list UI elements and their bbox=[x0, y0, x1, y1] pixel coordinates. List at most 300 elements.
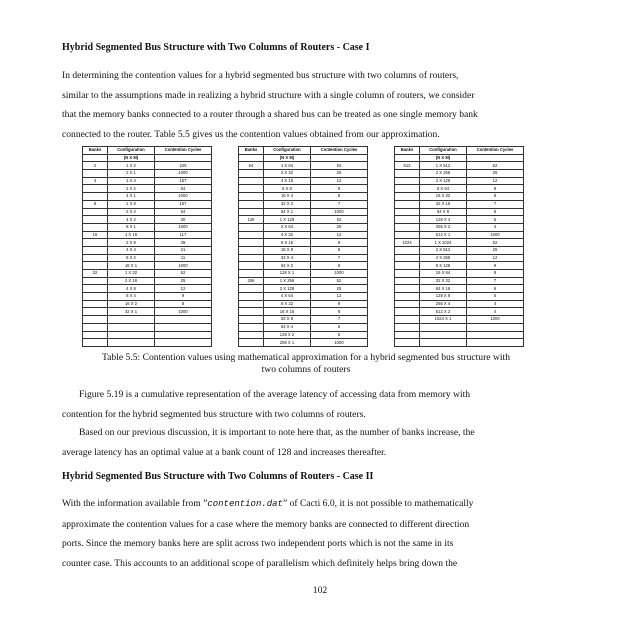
table-cell: 16 X 4 bbox=[264, 193, 311, 201]
table-cell: 64 X 2 bbox=[264, 262, 311, 270]
table-cell: 1024 X 1 bbox=[420, 316, 467, 324]
table-cell: 64 X 4 bbox=[264, 323, 311, 331]
table-cell: 1000 bbox=[155, 308, 212, 316]
table-row bbox=[83, 300, 212, 308]
table-cell bbox=[155, 339, 212, 347]
subheader-cell: (N X M) bbox=[264, 154, 311, 162]
table-cell bbox=[155, 323, 212, 331]
table-subheader-row bbox=[239, 154, 368, 162]
table-row bbox=[395, 300, 524, 308]
column-header: Banks bbox=[83, 147, 108, 155]
table-cell bbox=[395, 254, 420, 262]
subheader-cell bbox=[83, 154, 108, 162]
table-row bbox=[239, 200, 368, 208]
table-cell: 52 bbox=[155, 270, 212, 278]
table-cell bbox=[395, 331, 420, 339]
table-cell: 2 bbox=[83, 162, 108, 170]
table-cell bbox=[83, 239, 108, 247]
table-cell bbox=[108, 316, 155, 324]
table-cell: 9 bbox=[311, 300, 368, 308]
table-row bbox=[395, 285, 524, 293]
text-segment: With the information available from ” bbox=[62, 498, 208, 509]
table-cell: 52 bbox=[311, 277, 368, 285]
text-line: Figure 5.19 is a cumulative representation of the average latency of accessing data from memory with bbox=[79, 389, 471, 400]
table-cell bbox=[83, 277, 108, 285]
table-cell bbox=[239, 239, 264, 247]
section-heading-case-1: Hybrid Segmented Bus Structure with Two Columns of Routers - Case I bbox=[62, 42, 370, 53]
table-cell: 1 X 4 bbox=[108, 177, 155, 185]
table-cell: 32 X 2 bbox=[264, 200, 311, 208]
table-row bbox=[83, 223, 212, 231]
table-cell: 16 bbox=[83, 231, 108, 239]
table-row bbox=[395, 177, 524, 185]
table-cell: 128 X 2 bbox=[264, 331, 311, 339]
table-row bbox=[239, 262, 368, 270]
text-line: similar to the assumptions made in realizing a hybrid structure with a single column of routers, we consider bbox=[62, 89, 475, 101]
table-caption bbox=[62, 352, 550, 376]
table-cell bbox=[395, 246, 420, 254]
paragraph-figure-ref bbox=[62, 385, 550, 424]
paragraph-discussion bbox=[62, 423, 550, 462]
table-cell bbox=[395, 231, 420, 239]
table-cell: 21 bbox=[155, 246, 212, 254]
table-cell: 128 bbox=[239, 216, 264, 224]
table-cell: 157 bbox=[155, 177, 212, 185]
table-cell: 2 X 256 bbox=[420, 170, 467, 178]
table-cell: 1 X 8 bbox=[108, 200, 155, 208]
table-subheader-row bbox=[83, 154, 212, 162]
table-cell: 7 bbox=[467, 200, 524, 208]
table-cell bbox=[395, 277, 420, 285]
table-cell bbox=[395, 223, 420, 231]
table-row bbox=[239, 308, 368, 316]
table-cell bbox=[239, 177, 264, 185]
table-cell: 64 X 16 bbox=[420, 285, 467, 293]
table-cell: 2 X 128 bbox=[264, 285, 311, 293]
table-cell bbox=[395, 323, 420, 331]
subheader-cell bbox=[239, 154, 264, 162]
table-cell bbox=[420, 331, 467, 339]
table-cell bbox=[83, 339, 108, 347]
table-row bbox=[239, 231, 368, 239]
text-line: approximate the contention values for a case where the memory banks are connected to different direction bbox=[62, 518, 470, 530]
table-cell bbox=[155, 316, 212, 324]
table-cell: 512 bbox=[395, 162, 420, 170]
paragraph-case-2 bbox=[62, 494, 550, 573]
table-cell bbox=[108, 339, 155, 347]
table-cell bbox=[239, 270, 264, 278]
table-row bbox=[239, 285, 368, 293]
table-cell: 2 X 32 bbox=[264, 170, 311, 178]
text-line: that the memory banks connected to a router through a shared bus can be treated as one single memory bank bbox=[62, 109, 478, 121]
table-cell bbox=[395, 270, 420, 278]
table-cell: 4 bbox=[83, 177, 108, 185]
table-cell: 9 bbox=[155, 293, 212, 301]
table-row bbox=[83, 185, 212, 193]
subheader-cell bbox=[155, 154, 212, 162]
table-cell bbox=[239, 300, 264, 308]
table-cell: 25 bbox=[467, 170, 524, 178]
table-cell: 2 X 2 bbox=[108, 185, 155, 193]
table-cell: 9 bbox=[467, 185, 524, 193]
table-cell bbox=[395, 293, 420, 301]
contention-table-3 bbox=[394, 146, 524, 347]
table-cell bbox=[83, 262, 108, 270]
table-cell bbox=[395, 308, 420, 316]
table-row bbox=[83, 162, 212, 170]
column-header: Configuration bbox=[420, 147, 467, 155]
table-cell: 32 X 1 bbox=[108, 308, 155, 316]
table-cell bbox=[83, 300, 108, 308]
table-cell bbox=[239, 170, 264, 178]
table-row bbox=[83, 177, 212, 185]
table-row bbox=[395, 200, 524, 208]
subheader-cell bbox=[311, 154, 368, 162]
table-cell: 256 bbox=[239, 277, 264, 285]
table-cell: 8 bbox=[155, 300, 212, 308]
column-header: Contention Cycles bbox=[155, 147, 212, 155]
table-cell: 16 X 2 bbox=[108, 300, 155, 308]
table-row bbox=[395, 223, 524, 231]
table-row bbox=[83, 277, 212, 285]
table-cell: 4 bbox=[467, 308, 524, 316]
table-cell bbox=[239, 331, 264, 339]
table-row bbox=[83, 254, 212, 262]
subheader-cell bbox=[467, 154, 524, 162]
table-cell: 54 bbox=[155, 208, 212, 216]
table-cell: 16 X 16 bbox=[264, 308, 311, 316]
table-cell: 8 bbox=[467, 270, 524, 278]
table-cell bbox=[83, 293, 108, 301]
table-row bbox=[395, 262, 524, 270]
table-row bbox=[239, 162, 368, 170]
table-cell: 5 bbox=[467, 216, 524, 224]
table-cell: 12 bbox=[467, 254, 524, 262]
filename-code: contention.dat bbox=[207, 499, 283, 509]
table-cell: 1000 bbox=[155, 262, 212, 270]
table-cell: 11 bbox=[155, 254, 212, 262]
table-row bbox=[395, 193, 524, 201]
table-cell: 5 bbox=[311, 331, 368, 339]
table-cell: 1000 bbox=[155, 170, 212, 178]
table-cell bbox=[239, 316, 264, 324]
table-cell: 157 bbox=[155, 200, 212, 208]
table-cell: 2 X 8 bbox=[108, 239, 155, 247]
table-cell bbox=[395, 316, 420, 324]
table-cell: 4 X 4 bbox=[108, 246, 155, 254]
table-row bbox=[83, 200, 212, 208]
table-row bbox=[239, 277, 368, 285]
table-cell: 8 bbox=[83, 200, 108, 208]
text-line: counter case. This accounts to an additional scope of parallelism which definitely helps bring down the bbox=[62, 557, 458, 569]
table-cell: 8 X 16 bbox=[264, 239, 311, 247]
table-cell: 32 X 32 bbox=[420, 277, 467, 285]
table-cell: 16 X 32 bbox=[420, 193, 467, 201]
table-cell bbox=[239, 293, 264, 301]
table-cell: 8 X 64 bbox=[420, 185, 467, 193]
table-cell: 8 bbox=[311, 308, 368, 316]
table-cell: 12 bbox=[311, 177, 368, 185]
column-header: Banks bbox=[239, 147, 264, 155]
table-cell bbox=[83, 216, 108, 224]
table-row bbox=[395, 270, 524, 278]
table-cell bbox=[420, 323, 467, 331]
table-cell: 1 X 32 bbox=[108, 270, 155, 278]
table-cell bbox=[108, 323, 155, 331]
table-row bbox=[395, 308, 524, 316]
table-cell bbox=[83, 223, 108, 231]
table-cell: 512 X 1 bbox=[420, 231, 467, 239]
table-cell bbox=[239, 339, 264, 347]
table-row bbox=[395, 293, 524, 301]
table-cell bbox=[239, 223, 264, 231]
table-cell: 1 X 16 bbox=[108, 231, 155, 239]
text-line: Based on our previous discussion, it is important to note here that, as the number of banks increase, the bbox=[79, 427, 475, 438]
table-cell bbox=[239, 246, 264, 254]
column-header: Banks bbox=[395, 147, 420, 155]
table-cell: 1000 bbox=[311, 270, 368, 278]
table-cell bbox=[420, 339, 467, 347]
subheader-cell: (N X M) bbox=[108, 154, 155, 162]
subheader-cell bbox=[395, 154, 420, 162]
table-cell bbox=[239, 193, 264, 201]
table-cell: 1 X 1024 bbox=[420, 239, 467, 247]
table-row bbox=[83, 270, 212, 278]
table-row bbox=[83, 231, 212, 239]
table-cell: 225 bbox=[155, 162, 212, 170]
table-cell: 32 X 16 bbox=[420, 200, 467, 208]
table-row bbox=[239, 208, 368, 216]
table-cell: 4 X 2 bbox=[108, 216, 155, 224]
table-cell: 25 bbox=[311, 285, 368, 293]
table-cell: 2 X 4 bbox=[108, 208, 155, 216]
table-cell bbox=[239, 208, 264, 216]
table-cell: 64 X 1 bbox=[264, 208, 311, 216]
table-row bbox=[395, 331, 524, 339]
table-cell: 1000 bbox=[311, 339, 368, 347]
table-cell: 16 X 1 bbox=[108, 262, 155, 270]
table-cell: 1 X 64 bbox=[264, 162, 311, 170]
table-row bbox=[83, 308, 212, 316]
text-line bbox=[62, 494, 550, 515]
table-cell: 9 bbox=[467, 262, 524, 270]
table-cell: 64 X 8 bbox=[420, 208, 467, 216]
table-cell: 256 X 4 bbox=[420, 300, 467, 308]
table-cell: 12 bbox=[311, 231, 368, 239]
text-line: ports. Since the memory banks here are split across two independent ports which is not the same in its bbox=[62, 538, 454, 550]
caption-line: two columns of routers bbox=[261, 364, 351, 375]
table-row bbox=[395, 323, 524, 331]
table-row bbox=[83, 208, 212, 216]
table-cell: 52 bbox=[311, 162, 368, 170]
table-cell: 4 X 1 bbox=[108, 193, 155, 201]
table-cell: 52 bbox=[311, 216, 368, 224]
column-header: Contention Cycles bbox=[467, 147, 524, 155]
table-row bbox=[239, 239, 368, 247]
column-header: Contention Cycles bbox=[311, 147, 368, 155]
table-row bbox=[239, 300, 368, 308]
table-cell bbox=[395, 216, 420, 224]
table-cell: 8 bbox=[311, 246, 368, 254]
table-row bbox=[239, 331, 368, 339]
table-row bbox=[239, 193, 368, 201]
table-cell bbox=[239, 231, 264, 239]
table-cell bbox=[395, 339, 420, 347]
table-row bbox=[239, 246, 368, 254]
table-cell: 30 bbox=[155, 216, 212, 224]
table-cell bbox=[239, 308, 264, 316]
table-cell bbox=[83, 185, 108, 193]
table-cell bbox=[239, 254, 264, 262]
table-row bbox=[395, 239, 524, 247]
table-cell: 1000 bbox=[311, 208, 368, 216]
table-row bbox=[239, 177, 368, 185]
paragraph-intro bbox=[62, 66, 550, 144]
table-cell: 8 X 128 bbox=[420, 262, 467, 270]
table-row bbox=[395, 254, 524, 262]
table-cell: 256 X 2 bbox=[420, 223, 467, 231]
table-cell: 8 X 1 bbox=[108, 223, 155, 231]
subheader-cell: (N X M) bbox=[420, 154, 467, 162]
table-cell: 16 X 8 bbox=[264, 246, 311, 254]
table-row bbox=[395, 231, 524, 239]
table-cell: 4 X 256 bbox=[420, 254, 467, 262]
table-cell: 117 bbox=[155, 231, 212, 239]
table-cell: 8 bbox=[311, 193, 368, 201]
contention-table-1 bbox=[82, 146, 212, 347]
table-cell: 5 bbox=[467, 293, 524, 301]
table-cell: 512 X 2 bbox=[420, 308, 467, 316]
table-cell: 25 bbox=[155, 277, 212, 285]
table-cell bbox=[83, 331, 108, 339]
table-subheader-row bbox=[395, 154, 524, 162]
table-cell: 7 bbox=[311, 200, 368, 208]
table-cell: 7 bbox=[311, 316, 368, 324]
table-cell: 4 X 32 bbox=[264, 231, 311, 239]
table-row bbox=[239, 216, 368, 224]
table-row bbox=[395, 246, 524, 254]
table-cell: 6 bbox=[467, 208, 524, 216]
table-cell: 7 bbox=[311, 254, 368, 262]
table-cell: 25 bbox=[311, 223, 368, 231]
table-row bbox=[83, 239, 212, 247]
table-row bbox=[239, 316, 368, 324]
table-cell bbox=[83, 170, 108, 178]
table-cell: 16 X 64 bbox=[420, 270, 467, 278]
table-row bbox=[395, 208, 524, 216]
table-cell: 12 bbox=[311, 293, 368, 301]
table-cell: 128 X 8 bbox=[420, 293, 467, 301]
table-cell bbox=[395, 170, 420, 178]
table-cell: 4 bbox=[467, 223, 524, 231]
table-cell: 1 X 512 bbox=[420, 162, 467, 170]
table-cell: 32 X 8 bbox=[264, 316, 311, 324]
page-number: 102 bbox=[312, 585, 328, 596]
table-row bbox=[395, 216, 524, 224]
table-row bbox=[239, 223, 368, 231]
table-header-row bbox=[83, 147, 212, 155]
table-cell: 2 X 64 bbox=[264, 223, 311, 231]
table-cell: 1000 bbox=[467, 316, 524, 324]
table-cell bbox=[395, 193, 420, 201]
table-row bbox=[395, 277, 524, 285]
table-row bbox=[395, 339, 524, 347]
table-row bbox=[83, 285, 212, 293]
table-row bbox=[395, 170, 524, 178]
table-row bbox=[83, 339, 212, 347]
table-cell: 4 X 16 bbox=[264, 177, 311, 185]
table-cell: 8 X 4 bbox=[108, 293, 155, 301]
table-cell: 52 bbox=[467, 239, 524, 247]
table-cell: 1 X 256 bbox=[264, 277, 311, 285]
column-header: Configuration bbox=[264, 147, 311, 155]
table-cell bbox=[467, 339, 524, 347]
text-segment: ” of Cacti 6.0, it is not possible to mathematically bbox=[282, 498, 474, 509]
table-row bbox=[239, 270, 368, 278]
table-cell: 32 bbox=[83, 270, 108, 278]
table-cell bbox=[395, 300, 420, 308]
table-row bbox=[83, 323, 212, 331]
table-cell bbox=[395, 177, 420, 185]
table-cell: 2 X 1 bbox=[108, 170, 155, 178]
table-row bbox=[239, 254, 368, 262]
table-cell: 1 X 128 bbox=[264, 216, 311, 224]
table-cell bbox=[83, 246, 108, 254]
table-cell bbox=[239, 285, 264, 293]
table-row bbox=[83, 331, 212, 339]
table-row bbox=[239, 323, 368, 331]
table-cell bbox=[239, 323, 264, 331]
column-header: Configuration bbox=[108, 147, 155, 155]
table-row bbox=[83, 170, 212, 178]
table-header-row bbox=[239, 147, 368, 155]
table-cell bbox=[467, 323, 524, 331]
table-row bbox=[395, 185, 524, 193]
table-row bbox=[83, 316, 212, 324]
table-cell: 54 bbox=[155, 185, 212, 193]
table-cell: 1000 bbox=[467, 231, 524, 239]
table-row bbox=[239, 185, 368, 193]
table-cell: 128 X 4 bbox=[420, 216, 467, 224]
table-cell bbox=[395, 262, 420, 270]
table-cell bbox=[83, 323, 108, 331]
table-row bbox=[239, 170, 368, 178]
table-cell bbox=[83, 254, 108, 262]
table-cell bbox=[239, 185, 264, 193]
table-cell bbox=[239, 200, 264, 208]
text-line: In determining the contention values for a hybrid segmented bus structure with two columns of routers, bbox=[62, 70, 459, 81]
table-cell: 4 X 128 bbox=[420, 177, 467, 185]
table-cell bbox=[83, 193, 108, 201]
text-line: average latency has an optimal value at a bank count of 128 and increases thereafter. bbox=[62, 446, 387, 458]
table-cell bbox=[395, 185, 420, 193]
table-cell: 6 bbox=[467, 285, 524, 293]
table-cell: 6 bbox=[311, 323, 368, 331]
table-cell: 9 bbox=[311, 185, 368, 193]
table-cell: 4 bbox=[467, 300, 524, 308]
text-line: connected to the router. Table 5.5 gives us the contention values obtained from our approximation. bbox=[62, 128, 440, 140]
contention-table-2 bbox=[238, 146, 368, 347]
table-cell bbox=[83, 308, 108, 316]
table-cell bbox=[239, 262, 264, 270]
table-cell: 8 X 32 bbox=[264, 300, 311, 308]
table-cell: 4 X 8 bbox=[108, 285, 155, 293]
table-cell: 128 X 1 bbox=[264, 270, 311, 278]
table-cell bbox=[108, 331, 155, 339]
table-cell: 32 X 4 bbox=[264, 254, 311, 262]
table-header-row bbox=[395, 147, 524, 155]
table-cell bbox=[155, 331, 212, 339]
